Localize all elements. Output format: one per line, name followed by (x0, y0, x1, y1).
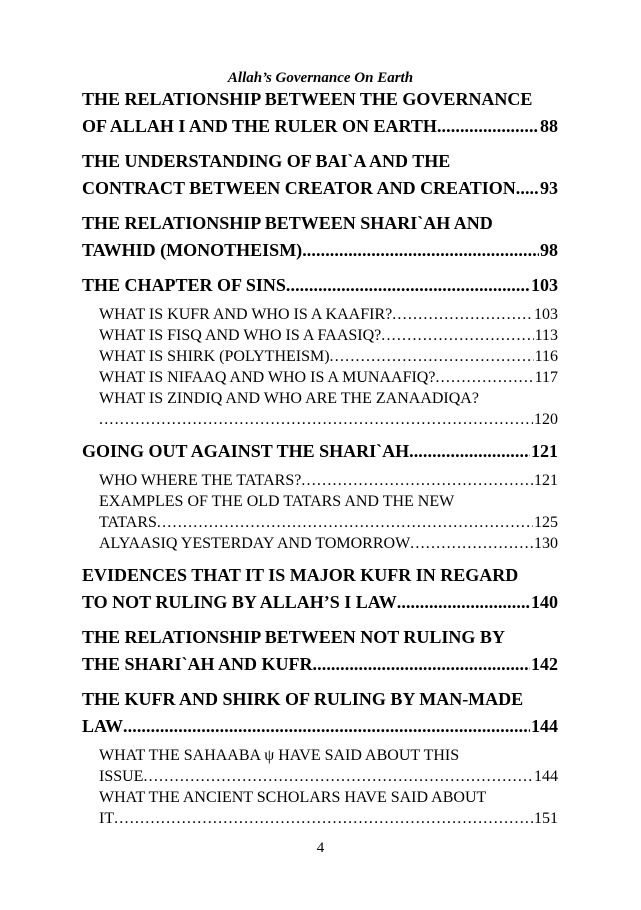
toc-entry-man-made-law[interactable] (82, 686, 558, 740)
toc-subentry-title: ALYAASIQ YESTERDAY AND TOMORROW (99, 535, 411, 552)
running-header: Allah’s Governance On Earth (227, 70, 414, 86)
toc-entry-page: 121 (531, 441, 558, 461)
dot-leader (437, 113, 539, 140)
toc-subentry[interactable] (99, 367, 558, 388)
toc-entry-title: GOING OUT AGAINST THE SHARI`AH (82, 441, 410, 461)
toc-subentry-row[interactable] (99, 346, 558, 367)
toc-entry-row[interactable] (82, 272, 558, 299)
toc-subentry[interactable] (99, 325, 558, 346)
toc-entry-page: 144 (531, 716, 558, 736)
page-number: 4 (316, 840, 325, 856)
toc-subentry-row[interactable] (99, 470, 558, 491)
toc-entry-line: THE UNDERSTANDING OF BAI`A AND THE (82, 151, 451, 171)
toc-subentry-page: 103 (534, 306, 558, 323)
toc-subentry-line: WHAT THE ANCIENT SCHOLARS HAVE SAID ABOUT (99, 789, 487, 806)
toc-entry-title: LAW (82, 716, 124, 736)
toc-entry-page: 103 (531, 275, 558, 295)
toc-subentry-row[interactable] (99, 367, 558, 388)
toc-entry-line: THE RELATIONSHIP BETWEEN NOT RULING BY (82, 627, 505, 647)
toc-entry-row[interactable] (82, 651, 558, 678)
toc-entry-line: THE RELATIONSHIP BETWEEN THE GOVERNANCE (82, 89, 533, 109)
toc-entry-row[interactable] (82, 113, 558, 140)
toc-entry-evidences-major-kufr[interactable] (82, 562, 558, 616)
toc-subentry[interactable] (99, 388, 558, 430)
toc-entry-line: EVIDENCES THAT IT IS MAJOR KUFR IN REGARD (82, 565, 519, 585)
toc-subentry[interactable] (99, 304, 558, 325)
toc-subentry-page: 151 (534, 810, 558, 827)
toc-subentries (82, 745, 558, 829)
toc-entry-page: 88 (540, 116, 558, 136)
toc-subentry-page: 117 (534, 369, 558, 386)
toc-entry-row[interactable] (82, 438, 558, 465)
toc-subentry-title: WHO WHERE THE TATARS? (99, 472, 302, 489)
dot-leader (99, 409, 533, 430)
dot-leader (123, 713, 530, 740)
toc-entry-line: THE RELATIONSHIP BETWEEN SHARI`AH AND (82, 213, 493, 233)
toc-entry-line: THE KUFR AND SHIRK OF RULING BY MAN-MADE (82, 689, 524, 709)
toc-subentry-row[interactable] (99, 766, 558, 787)
toc-entry-relationship-governance[interactable] (82, 86, 558, 140)
toc-subentry[interactable] (99, 787, 558, 829)
toc-subentry-row[interactable] (99, 808, 558, 829)
toc-subentry-row[interactable] (99, 533, 558, 554)
toc-subentry-row[interactable] (99, 409, 558, 430)
toc-entry-row[interactable] (82, 175, 558, 202)
toc-entry-row[interactable] (82, 589, 558, 616)
toc-subentry[interactable] (99, 533, 558, 554)
toc-subentry[interactable] (99, 346, 558, 367)
toc-entry-title: TO NOT RULING BY ALLAH’S I LAW (82, 592, 397, 612)
dot-leader (435, 367, 533, 388)
toc-subentry-row[interactable] (99, 325, 558, 346)
toc-subentry-line: WHAT IS ZINDIQ AND WHO ARE THE ZANAADIQA? (99, 390, 479, 407)
toc-subentry-page: 121 (534, 472, 558, 489)
dot-leader (397, 589, 530, 616)
dot-leader (409, 438, 530, 465)
toc-subentry-page: 144 (534, 768, 558, 785)
toc-subentry[interactable] (99, 470, 558, 491)
toc-entry-page: 98 (540, 240, 558, 260)
toc-entry-title: THE SHARI`AH AND KUFR (82, 654, 313, 674)
dot-leader (410, 533, 533, 554)
toc-subentry-title: IT (99, 810, 115, 827)
dot-leader (330, 346, 534, 367)
toc-entry-page: 140 (531, 592, 558, 612)
toc-subentries (82, 304, 558, 430)
toc-subentry-page: 120 (534, 411, 558, 428)
dot-leader (516, 175, 539, 202)
toc-subentry-title: WHAT IS SHIRK (POLYTHEISM) (99, 348, 330, 365)
toc-subentry-line: WHAT THE SAHAABA ψ HAVE SAID ABOUT THIS (99, 747, 460, 764)
toc-subentry-title: WHAT IS KUFR AND WHO IS A KAAFIR? (99, 306, 393, 323)
dot-leader (114, 808, 533, 829)
toc-subentry-title: WHAT IS FISQ AND WHO IS A FAASIQ? (99, 327, 382, 344)
toc-subentry-line: EXAMPLES OF THE OLD TATARS AND THE NEW (99, 493, 455, 510)
toc-subentry-page: 130 (534, 535, 558, 552)
dot-leader (301, 470, 533, 491)
table-of-contents (82, 86, 558, 833)
dot-leader (313, 651, 530, 678)
toc-entry-title: TAWHID (MONOTHEISM) (82, 240, 303, 260)
toc-entry-understanding-baia[interactable] (82, 148, 558, 202)
toc-subentry-row[interactable] (99, 512, 558, 533)
dot-leader (157, 512, 533, 533)
toc-subentry[interactable] (99, 491, 558, 533)
toc-entry-not-ruling-kufr[interactable] (82, 624, 558, 678)
toc-subentry-title: WHAT IS NIFAAQ AND WHO IS A MUNAAFIQ? (99, 369, 436, 386)
toc-entry-title: THE CHAPTER OF SINS (82, 275, 286, 295)
dot-leader (392, 304, 533, 325)
toc-subentry[interactable] (99, 745, 558, 787)
toc-subentry-title: ISSUE (99, 768, 144, 785)
toc-subentry-page: 125 (534, 514, 558, 531)
toc-entry-row[interactable] (82, 713, 558, 740)
dot-leader (286, 272, 530, 299)
dot-leader (381, 325, 533, 346)
toc-subentry-row[interactable] (99, 304, 558, 325)
toc-subentries (82, 470, 558, 554)
dot-leader (143, 766, 533, 787)
toc-entry-title: OF ALLAH I AND THE RULER ON EARTH (82, 116, 437, 136)
toc-entry-row[interactable] (82, 237, 558, 264)
toc-subentry-page: 113 (534, 327, 558, 344)
toc-entry-page: 93 (540, 178, 558, 198)
dot-leader (302, 237, 539, 264)
toc-entry-title: CONTRACT BETWEEN CREATOR AND CREATION (82, 178, 516, 198)
toc-subentry-title: TATARS (99, 514, 157, 531)
toc-entry-chapter-of-sins[interactable] (82, 272, 558, 299)
toc-subentry-page: 116 (534, 348, 558, 365)
toc-entry-going-out-against[interactable] (82, 438, 558, 465)
toc-entry-page: 142 (531, 654, 558, 674)
toc-entry-sharia-tawhid[interactable] (82, 210, 558, 264)
